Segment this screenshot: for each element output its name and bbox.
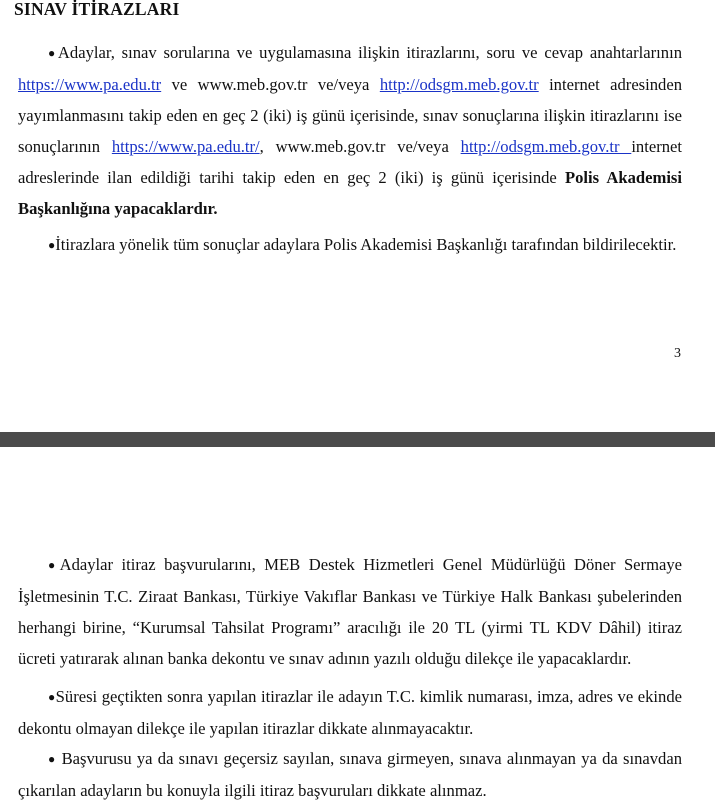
document-page-bottom: [0, 447, 715, 810]
bullet-icon: ●: [48, 558, 60, 572]
bullet-icon: ●: [48, 690, 56, 704]
bullet-icon: ●: [48, 238, 56, 252]
paragraph-text: internet adreslerinde ilan edildiği tarihi takip eden en geç 2 (iki) iş günü içerisinde: [18, 137, 682, 187]
paragraph-objection-application: [18, 549, 682, 674]
paragraph-text: İtirazlara yönelik tüm sonuçlar adaylara Polis Akademisi Başkanlığı tarafından bildirilecektir.: [55, 235, 677, 254]
page-number: 3: [674, 346, 681, 361]
paragraph-text: Başvurusu ya da sınavı geçersiz sayılan, sınava girmeyen, sınava alınmayan ya da sınavdan çıkarılan adayların bu konuyla ilgili itiraz başvuruları dikkate alınmaz.: [18, 749, 682, 800]
bullet-icon: ●: [48, 46, 58, 60]
link-pa-edu[interactable]: https://www.pa.edu.tr/: [111, 137, 260, 156]
paragraph-text: Adaylar itiraz başvurularını, MEB Destek Hizmetleri Genel Müdürlüğü Döner Sermaye İşletmesinin T.C. Ziraat Bankası, Türkiye Vakıflar Bankası ve Türkiye Halk Bankası şubelerinden herhangi birine, “Kurumsal Tahsilat Programı” aracılığı ile 20 TL (yirmi TL KDV Dâhil) itiraz ücreti yatırarak alınan banka dekontu ve sınav adının yazılı olduğu dilekçe ile yapacaklardır.: [18, 555, 683, 668]
paragraph-text: internet adresinden yayımlanmasını takip eden en geç 2 (iki) iş günü içerisinde, sınav sonuçlarına ilişkin itirazlarını ise sonuçlarının: [18, 75, 683, 156]
paragraph-text: ve www.meb.gov.tr ve/veya: [161, 75, 380, 94]
section-heading: SINAV İTİRAZLARI: [14, 0, 180, 19]
paragraph-results-notice: [18, 229, 682, 261]
paragraph-late-objections: [18, 681, 682, 744]
bold-text: Polis Akademisi Başkanlığına yapacaklardır.: [18, 168, 682, 218]
paragraph-objection-deadlines: [18, 37, 682, 224]
link-odsgm[interactable]: http://odsgm.meb.gov.tr: [460, 137, 632, 156]
page-separator: [0, 432, 715, 447]
paragraph-text: Süresi geçtikten sonra yapılan itirazlar ile adayın T.C. kimlik numarası, imza, adres ve ekinde dekontu olmayan dilekçe ile yapılan itirazlar dikkate alınmayacaktır.: [18, 687, 683, 738]
link-odsgm[interactable]: http://odsgm.meb.gov.tr: [379, 75, 539, 94]
paragraph-text: Adaylar, sınav sorularına ve uygulamasına ilişkin itirazlarını, soru ve cevap anahtarlarının: [57, 43, 683, 62]
paragraph-text: , www.meb.gov.tr ve/veya: [259, 137, 461, 156]
paragraph-invalid-applicants: [18, 743, 682, 806]
bullet-icon: ●: [48, 752, 57, 766]
link-pa-edu[interactable]: https://www.pa.edu.tr: [18, 75, 162, 94]
